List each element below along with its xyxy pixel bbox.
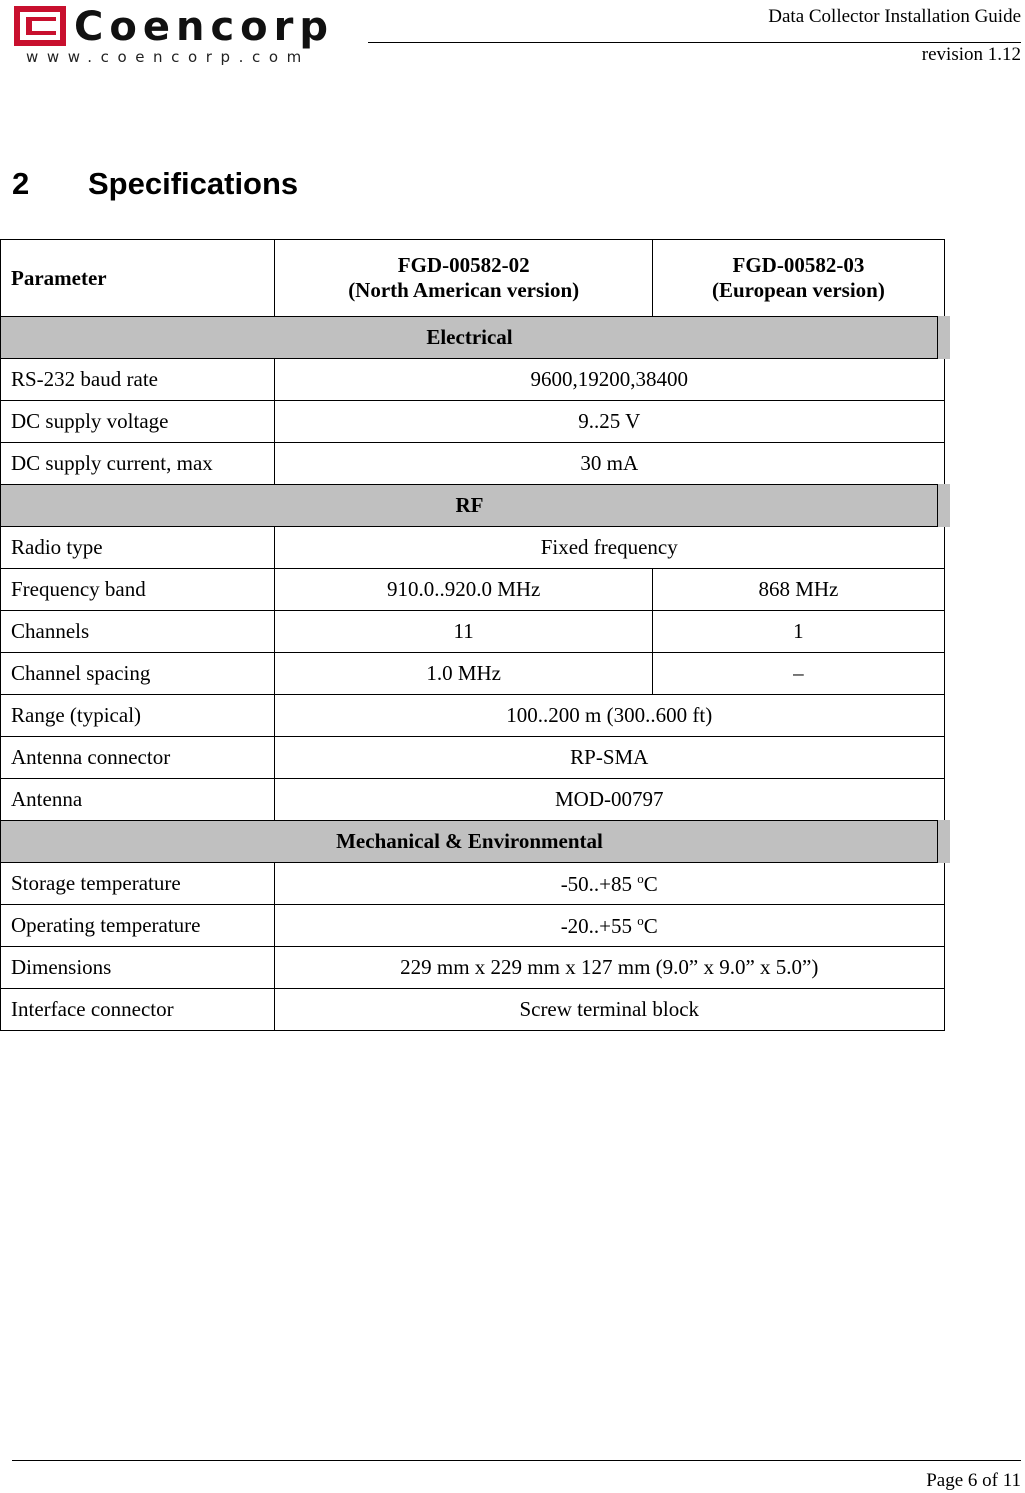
header-na-model: FGD-00582-02: [397, 253, 530, 277]
table-row: [1, 947, 945, 989]
param-value: Screw terminal block: [275, 989, 945, 1031]
table-row: [1, 905, 945, 947]
table-row: [1, 359, 945, 401]
header-divider: [368, 42, 1021, 43]
param-value-eu: 1: [653, 611, 944, 653]
param-label: Channels: [1, 611, 275, 653]
table-row: [1, 779, 945, 821]
param-label: DC supply current, max: [1, 443, 275, 485]
param-label: Radio type: [1, 527, 275, 569]
logo-wordmark: Coencorp: [74, 4, 334, 50]
param-value: 9600,19200,38400: [275, 359, 945, 401]
param-label: Channel spacing: [1, 653, 275, 695]
header-north-american: [275, 240, 653, 317]
section-title: Specifications: [88, 166, 299, 201]
param-label: Operating temperature: [1, 905, 275, 947]
document-title: Data Collector Installation Guide: [768, 6, 1021, 27]
group-row-mechanical: [1, 821, 945, 863]
header-eu-model: FGD-00582-03: [732, 253, 865, 277]
table-row: [1, 401, 945, 443]
group-row-electrical: [1, 317, 945, 359]
param-label: Range (typical): [1, 695, 275, 737]
param-value-eu: –: [653, 653, 944, 695]
temp-unit: C: [643, 913, 658, 938]
param-label: Storage temperature: [1, 863, 275, 905]
table-row: [1, 695, 945, 737]
param-value-na: 910.0..920.0 MHz: [275, 569, 653, 611]
param-label: RS-232 baud rate: [1, 359, 275, 401]
header-european: [653, 240, 944, 317]
table-row: [1, 653, 945, 695]
temp-unit: C: [643, 871, 658, 896]
table-row: [1, 737, 945, 779]
section-number: 2: [12, 166, 30, 201]
param-value: MOD-00797: [275, 779, 945, 821]
group-label: Electrical: [1, 317, 945, 359]
param-value-na: 1.0 MHz: [275, 653, 653, 695]
param-label: Dimensions: [1, 947, 275, 989]
table-row: [1, 527, 945, 569]
param-label: Antenna: [1, 779, 275, 821]
header-eu-version: (European version): [711, 278, 885, 302]
param-value: [275, 863, 945, 905]
table-row: [1, 863, 945, 905]
degree-symbol: o: [637, 912, 644, 928]
group-label: Mechanical & Environmental: [1, 821, 945, 863]
param-label: Interface connector: [1, 989, 275, 1031]
param-value: 30 mA: [275, 443, 945, 485]
group-label: RF: [1, 485, 945, 527]
param-value-eu: 868 MHz: [653, 569, 944, 611]
param-value: Fixed frequency: [275, 527, 945, 569]
param-value-na: 11: [275, 611, 653, 653]
table-row: [1, 611, 945, 653]
temp-range: -50..+85: [560, 871, 638, 896]
page-number: Page 6 of 11: [926, 1470, 1021, 1491]
param-value: RP-SMA: [275, 737, 945, 779]
table-row: [1, 443, 945, 485]
header-parameter: Parameter: [1, 240, 275, 317]
logo-url: www.coencorp.com: [26, 48, 310, 66]
specifications-table: [0, 239, 950, 1031]
footer-divider: [12, 1460, 1021, 1461]
param-value: [275, 905, 945, 947]
logo-mark-icon: [14, 6, 66, 46]
param-value: 229 mm x 229 mm x 127 mm (9.0” x 9.0” x 5.0”): [275, 947, 945, 989]
table-row: [1, 569, 945, 611]
param-label: Antenna connector: [1, 737, 275, 779]
company-logo: [14, 4, 334, 68]
header-na-version: (North American version): [348, 278, 580, 302]
param-value: 100..200 m (300..600 ft): [275, 695, 945, 737]
param-value: 9..25 V: [275, 401, 945, 443]
revision-label: revision 1.12: [921, 44, 1021, 65]
table-row: [1, 989, 945, 1031]
group-row-rf: [1, 485, 945, 527]
temp-range: -20..+55: [560, 913, 638, 938]
param-label: DC supply voltage: [1, 401, 275, 443]
degree-symbol: o: [637, 870, 644, 886]
param-label: Frequency band: [1, 569, 275, 611]
table-header-row: [1, 240, 945, 317]
